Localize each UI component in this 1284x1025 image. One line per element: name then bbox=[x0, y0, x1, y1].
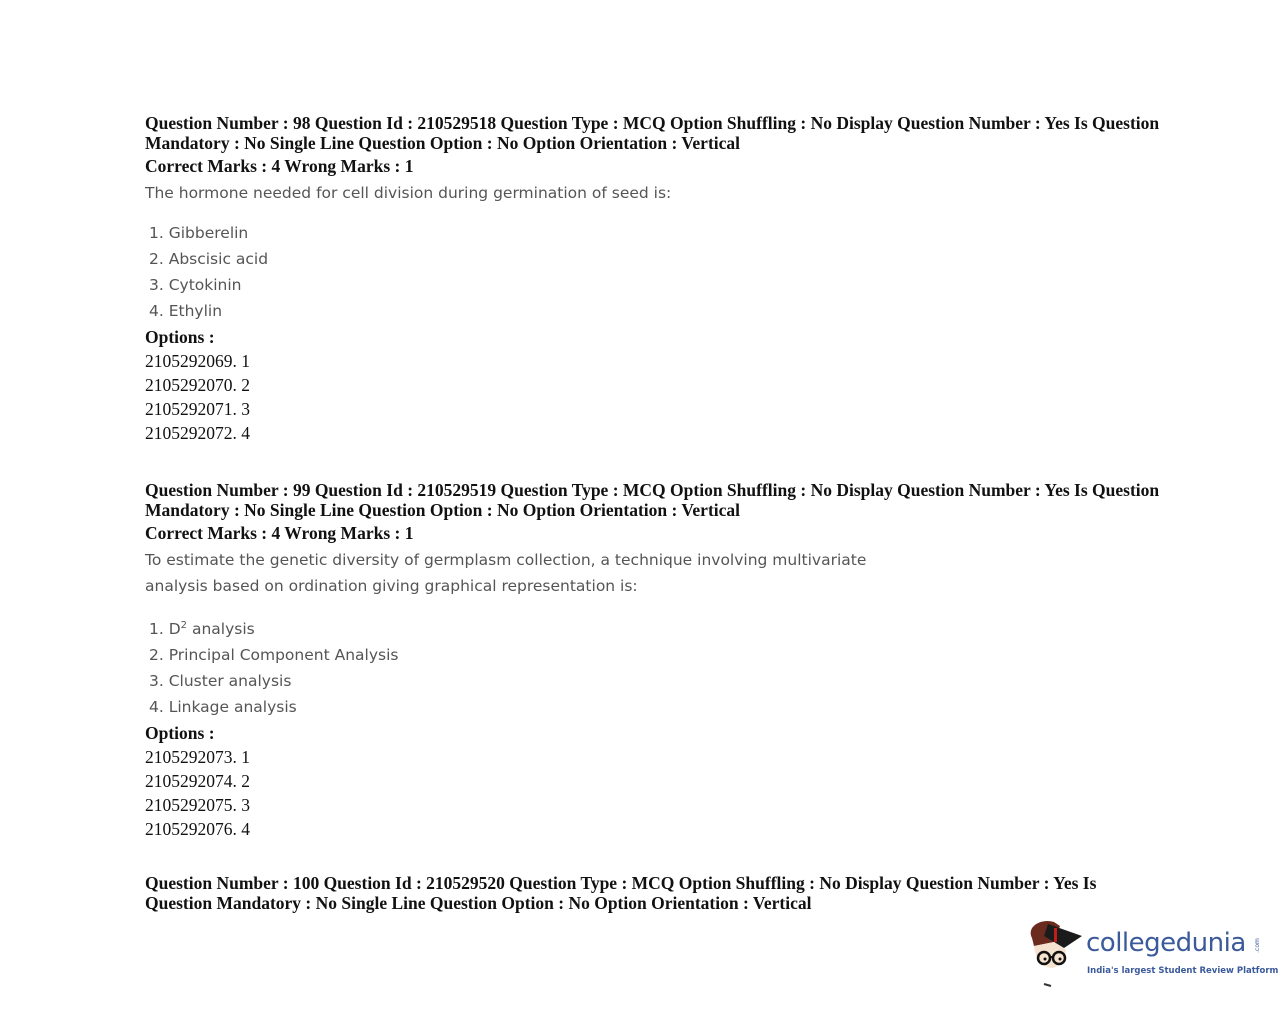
answer-choice: 1. Gibberelin bbox=[149, 224, 249, 242]
option-id: 2105292070. 2 bbox=[145, 375, 250, 395]
answer-choices bbox=[145, 220, 1165, 324]
answer-choice bbox=[149, 613, 1165, 642]
question-header: Question Number : 100 Question Id : 210529520 Question Type : MCQ Option Shuffling : No Display Question Number : Yes Is bbox=[145, 873, 1097, 893]
answer-choice: 3. Cytokinin bbox=[149, 276, 242, 294]
options-label: Options : bbox=[145, 327, 215, 347]
option-id: 2105292074. 2 bbox=[145, 771, 250, 792]
answer-choice: 2. Principal Component Analysis bbox=[149, 646, 399, 665]
option-id: 2105292075. 3 bbox=[145, 795, 250, 816]
choice-superscript: 2 bbox=[180, 620, 188, 631]
question-text-line: analysis based on ordination giving graphical representation is: bbox=[145, 577, 638, 595]
mascot-icon bbox=[1024, 916, 1086, 990]
question-text bbox=[145, 547, 1165, 599]
option-id: 2105292071. 3 bbox=[145, 399, 250, 419]
question-text-line: To estimate the genetic diversity of germplasm collection, a technique involving multivariate bbox=[145, 551, 867, 569]
logo-wordmark: collegedunia bbox=[1086, 928, 1246, 958]
option-id: 2105292076. 4 bbox=[145, 819, 250, 840]
logo-tagline: India's largest Student Review Platform bbox=[1087, 966, 1279, 976]
question-header-cont: Question Mandatory : No Single Line Question Option : No Option Orientation : Vertical bbox=[145, 893, 812, 913]
logo-suffix: .com bbox=[1253, 938, 1261, 953]
choice-suffix: analysis bbox=[187, 620, 255, 639]
answer-choice: 4. Linkage analysis bbox=[149, 698, 297, 717]
choice-prefix: 1. D bbox=[149, 620, 181, 639]
question-header-cont: Mandatory : No Single Line Question Option : No Option Orientation : Vertical bbox=[145, 500, 741, 520]
answer-choices bbox=[145, 613, 1165, 720]
option-id: 2105292073. 1 bbox=[145, 747, 250, 768]
question-98 bbox=[145, 113, 1165, 445]
answer-choice: 2. Abscisic acid bbox=[149, 250, 269, 268]
question-header: Question Number : 99 Question Id : 210529519 Question Type : MCQ Option Shuffling : No Display Question Number : Yes Is Question bbox=[145, 480, 1160, 500]
question-text: The hormone needed for cell division during germination of seed is: bbox=[145, 184, 672, 202]
answer-choice: 4. Ethylin bbox=[149, 302, 223, 320]
question-header-cont: Mandatory : No Single Line Question Option : No Option Orientation : Vertical bbox=[145, 133, 741, 153]
answer-choice: 3. Cluster analysis bbox=[149, 672, 292, 691]
question-99 bbox=[145, 480, 1165, 841]
question-header: Question Number : 98 Question Id : 210529518 Question Type : MCQ Option Shuffling : No Display Question Number : Yes Is Question bbox=[145, 113, 1160, 133]
option-id: 2105292072. 4 bbox=[145, 423, 250, 443]
collegedunia-logo bbox=[1024, 916, 1279, 990]
option-id: 2105292069. 1 bbox=[145, 351, 250, 371]
options-label: Options : bbox=[145, 723, 215, 744]
question-marks: Correct Marks : 4 Wrong Marks : 1 bbox=[145, 523, 414, 543]
question-marks: Correct Marks : 4 Wrong Marks : 1 bbox=[145, 156, 414, 176]
question-100 bbox=[145, 873, 1165, 913]
